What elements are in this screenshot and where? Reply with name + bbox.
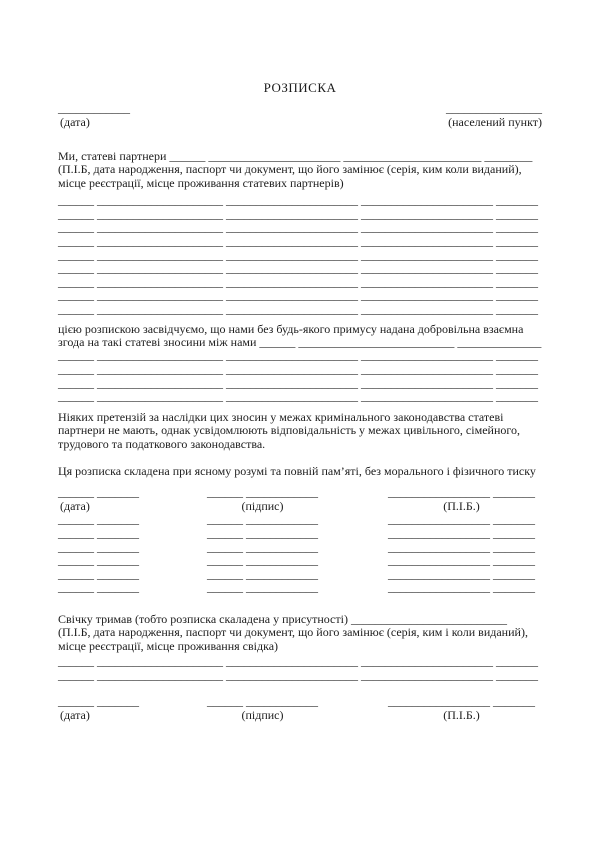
signature-blank-line: _________________ _______ <box>388 539 535 554</box>
blank-fill-line: ______ _____________________ ______________________ ______________________ _______ <box>58 193 538 208</box>
witness-signature-date <box>58 695 139 722</box>
witness-intro-line <box>58 613 542 626</box>
blank-fill-line: ______ _____________________ ______________________ ______________________ _______ <box>58 261 538 276</box>
document-content <box>58 0 542 722</box>
signature-column-date <box>58 486 139 595</box>
signature-blank-line: ______ _______ <box>58 485 139 500</box>
witness-paragraph <box>58 613 542 653</box>
witness-note-line1: (П.І.Б, дата народження, паспорт чи документ, що його замінює (серія, ким і коли виданий), <box>58 625 528 640</box>
blank-fill-line: ______ _____________________ ______________________ ______________________ _______ <box>58 234 538 248</box>
partners-intro-line <box>58 150 542 163</box>
claims-paragraph <box>58 411 542 451</box>
signature-blank-line: _________________ _______ <box>388 580 535 595</box>
witness-blank-lines-block <box>58 655 542 682</box>
witness-signature-row <box>58 695 542 722</box>
signature-name-label: (П.І.Б.) <box>443 498 480 513</box>
blank-fill-line: ______ _____________________ ______________________ ______________________ _______ <box>58 288 538 303</box>
signature-blank-line: _________________ _______ <box>388 525 535 540</box>
claims-line1: Ніяких претензій за наслідки цих зносин у межах кримінального законодавства статеві <box>58 409 504 424</box>
witness-intro-text: Свічку тримав (тобто розписка скаладена у присутності) <box>58 611 351 626</box>
partners-blank-lines-block <box>58 194 542 316</box>
witness-name-label: (П.І.Б.) <box>443 707 480 722</box>
blank-fill-line: ______ _____________________ ______________________ ______________________ _______ <box>58 654 538 669</box>
signature-blank-line: ______ ____________ <box>207 512 318 527</box>
signature-date-rows <box>58 513 139 595</box>
signature-blank-line: ______ ____________ <box>207 485 318 500</box>
signature-blank-line: _________________ _______ <box>388 553 535 568</box>
signature-blank-line: ______ ____________ <box>207 694 318 709</box>
signature-blank-line: ______ ____________ <box>207 580 318 595</box>
signature-blank-line: ______ _______ <box>58 525 139 540</box>
witness-intro-blank-line: __________________________ <box>350 611 507 626</box>
place-blank-line: ________________ <box>446 101 542 115</box>
consent-blank-lines-block <box>58 349 542 403</box>
blank-fill-line: ______ _____________________ ______________________ ______________________ _______ <box>58 206 538 221</box>
signature-date-label: (дата) <box>60 498 90 513</box>
signature-blank-line: _________________ _______ <box>388 485 535 500</box>
signature-blank-line: ______ ____________ <box>207 525 318 540</box>
signature-name-rows <box>388 513 535 595</box>
claims-line2: партнери не мають, однак усвідомлюють відповідальність у межах цивільного, сімейного, <box>58 423 520 438</box>
header-blank-lines <box>58 102 542 115</box>
signature-blank-line: ______ ____________ <box>207 553 318 568</box>
witness-note-line2: місце реєстрації, місце проживання свідка) <box>58 638 279 653</box>
signature-table <box>58 486 542 595</box>
blank-fill-line: ______ _____________________ ______________________ ______________________ _______ <box>58 247 538 262</box>
document-title: РОЗПИСКА <box>263 80 337 95</box>
signature-sign-rows <box>207 513 318 595</box>
signature-blank-line: ______ _______ <box>58 694 139 709</box>
header-labels <box>58 116 542 129</box>
date-label: (дата) <box>60 115 90 129</box>
consent-line2 <box>58 336 542 349</box>
blank-fill-line: ______ _____________________ ______________________ ______________________ _______ <box>58 667 538 682</box>
signature-blank-line: ______ _______ <box>58 553 139 568</box>
witness-sign-label: (підпис) <box>241 707 284 722</box>
signature-blank-line: ______ _______ <box>58 580 139 595</box>
signature-blank-line: ______ ____________ <box>207 566 318 581</box>
date-blank-line: ____________ <box>58 101 130 115</box>
place-label: (населений пункт) <box>448 115 542 129</box>
consent-line2-text: згода на такі статеві зносини між нами <box>58 334 260 349</box>
partners-note-line2: місце реєстрації, місце проживання статевих партнерів) <box>58 175 344 190</box>
partners-note-line1: (П.І.Б, дата народження, паспорт чи документ, що його замінює (серія, ким коли виданий), <box>58 162 522 177</box>
partners-intro-blank-line: ______ ______________________ _______________________ ________ <box>169 149 533 163</box>
consent-blank-line: ______ __________________________ ______________ <box>259 334 542 349</box>
blank-fill-line: ______ _____________________ ______________________ ______________________ _______ <box>58 348 538 363</box>
consent-line1: цією розпискою засвідчуємо, що нами без будь-якого примусу надана добровільна взаємна <box>58 321 524 336</box>
partners-paragraph <box>58 150 542 190</box>
signature-column-name <box>388 486 535 595</box>
signature-blank-line: ______ _______ <box>58 539 139 554</box>
blank-fill-line: ______ _____________________ ______________________ ______________________ _______ <box>58 274 538 289</box>
signature-blank-line: ______ ____________ <box>207 539 318 554</box>
witness-date-label: (дата) <box>60 707 90 722</box>
blank-fill-line: ______ _____________________ ______________________ ______________________ _______ <box>58 389 538 404</box>
partners-intro-text: Ми, статеві партнери <box>58 149 170 163</box>
signature-sign-label: (підпис) <box>241 498 284 513</box>
blank-fill-line: ______ _____________________ ______________________ ______________________ _______ <box>58 361 538 376</box>
claims-line3: трудового та податкового законодавства. <box>58 436 266 451</box>
sound-mind-statement: Ця розписка складена при ясному розумі та повній пам’яті, без морального і фізичного тиску <box>58 463 536 478</box>
blank-fill-line: ______ _____________________ ______________________ ______________________ _______ <box>58 220 538 235</box>
consent-paragraph <box>58 323 542 350</box>
signature-blank-line: _________________ _______ <box>388 694 535 709</box>
signature-column-signature <box>207 486 318 595</box>
blank-fill-line: ______ _____________________ ______________________ ______________________ _______ <box>58 375 538 390</box>
blank-fill-line: ______ _____________________ ______________________ ______________________ _______ <box>58 301 538 316</box>
signature-blank-line: ______ _______ <box>58 566 139 581</box>
signature-blank-line: _________________ _______ <box>388 512 535 527</box>
signature-blank-line: _________________ _______ <box>388 566 535 581</box>
witness-signature-sign <box>207 695 318 722</box>
signature-blank-line: ______ _______ <box>58 512 139 527</box>
witness-signature-name <box>388 695 535 722</box>
